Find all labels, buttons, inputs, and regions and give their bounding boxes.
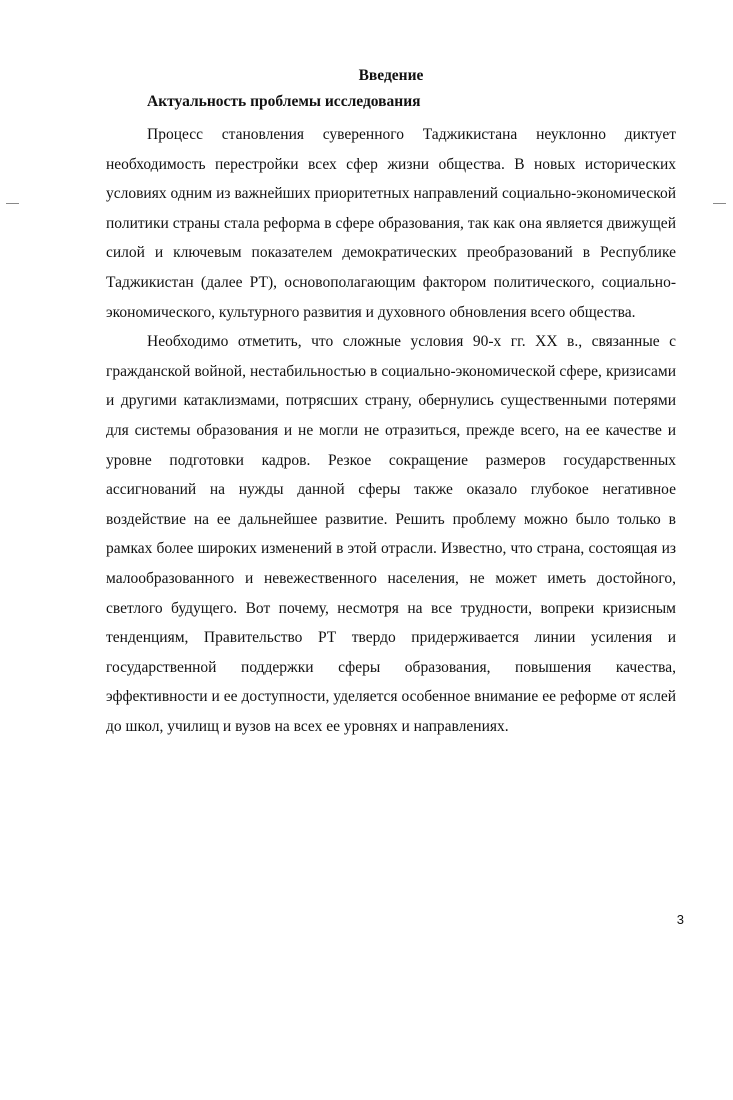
paragraph-2: Необходимо отметить, что сложные условия 90-х гг. XX в., связанные с гражданской войной, нестабильностью в социально-экономической сфере, кризисами и другими катаклизмами, потрясших страну, обернулись существенными потерями для системы образования и не могли не отразиться, прежде всего, на ее качестве и уровне подготовки кадров. Резкое сокращение размеров государственных ассигнований на нужды данной сферы также оказало глубокое негативное воздействие на ее дальнейшее развитие. Решить проблему можно было только в рамках более широких изменений в этой отрасли. Известно, что страна, состоящая из малообразованного и невежественного населения, не может иметь достойного, светлого будущего. Вот почему, несмотря на все трудности, вопреки кризисным тенденциям, Правительство РТ твердо придерживается линии усиления и государственной поддержки сферы образования, повышения качества, эффективности и ее доступности, уделяется особенное внимание ее реформе от яслей до школ, училищ и вузов на всех ее уровнях и направлениях.: [106, 333, 676, 735]
document-body: [106, 64, 676, 741]
section-subheading: Актуальность проблемы исследования: [147, 93, 421, 110]
right-margin-mark: [713, 203, 726, 204]
page-number: 3: [676, 912, 684, 927]
left-margin-mark: [6, 203, 19, 204]
paragraph-1: Процесс становления суверенного Таджикистана неуклонно диктует необходимость перестройки всех сфер жизни общества. В новых исторических условиях одним из важнейших приоритетных направлений социально-экономической политики страны стала реформа в сфере образования, так как она является движущей силой и ключевым показателем демократических преобразований в Республике Таджикистан (далее РТ), основополагающим фактором политического, социально-экономического, культурного развития и духовного обновления всего общества.: [106, 126, 676, 321]
section-heading: Введение: [358, 67, 424, 84]
